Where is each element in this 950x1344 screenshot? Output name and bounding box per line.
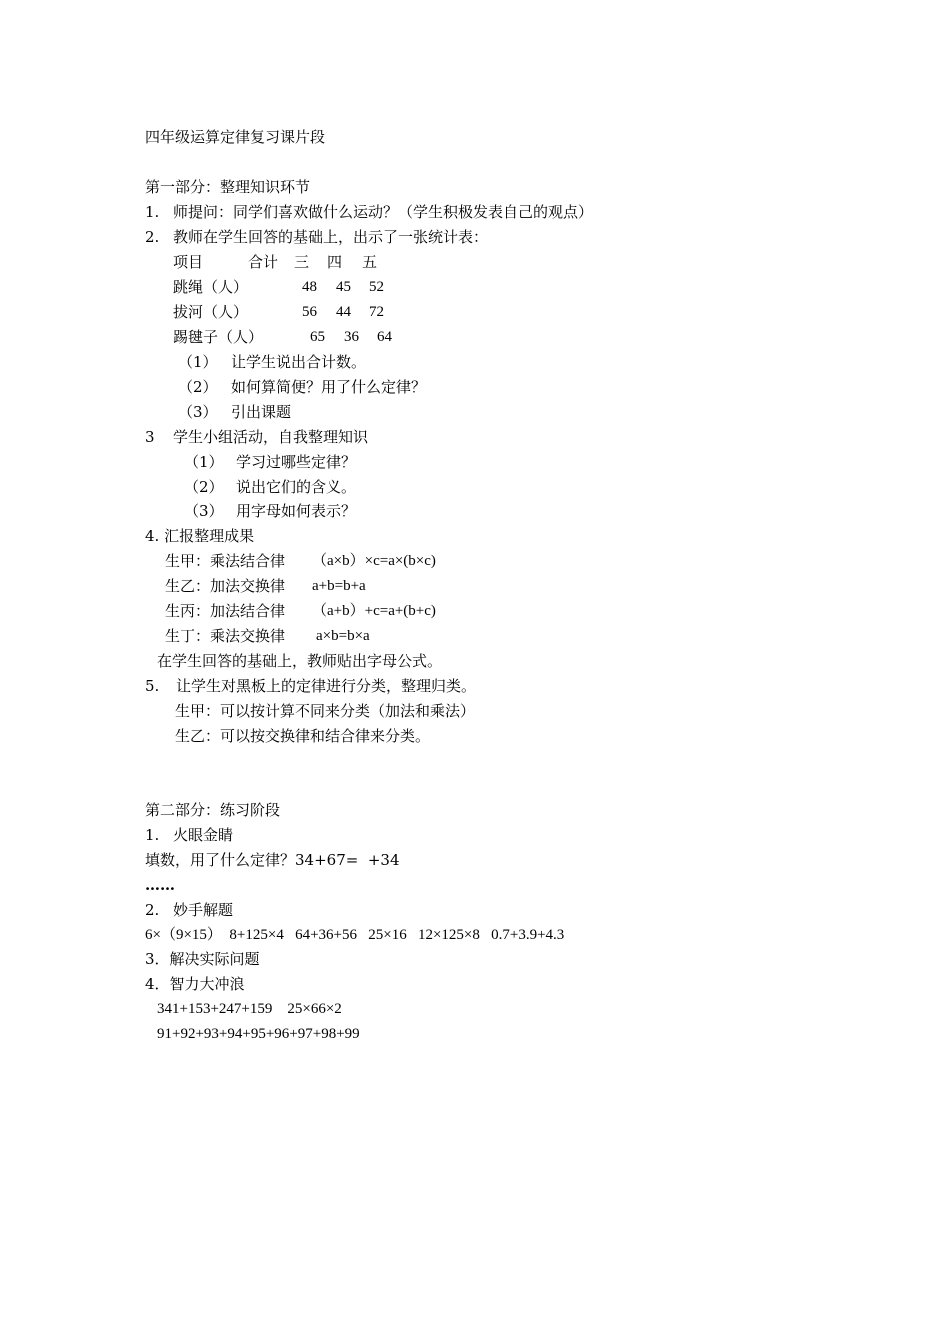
part1-item-3-number: 3	[145, 428, 155, 446]
subitem-text: 说出它们的含义。	[236, 478, 357, 496]
teacher-note: 在学生回答的基础上，教师贴出字母公式。	[157, 652, 443, 670]
table-header-grade-3: 三	[294, 253, 310, 271]
classification-answer: 生甲：可以按计算不同来分类（加法和乘法）	[175, 702, 476, 720]
table-cell: 65	[310, 329, 325, 345]
part1-item-5-number: 5.	[145, 677, 160, 695]
part1-heading: 第一部分：整理知识环节	[145, 178, 311, 196]
report-student: 生丙：加法结合律	[165, 602, 286, 620]
table-row-label: 踢毽子（人）	[173, 328, 264, 346]
table-cell: 36	[344, 329, 359, 345]
part2-item-3: 3．解决实际问题	[145, 950, 260, 968]
subitem-text: 学习过哪些定律？	[236, 453, 357, 471]
part2-item-2-text: 妙手解题	[173, 901, 234, 919]
part1-item-4: 4. 汇报整理成果	[145, 527, 255, 545]
report-formula: a×b=b×a	[316, 628, 370, 644]
challenge-exercise: 91+92+93+94+95+96+97+98+99	[157, 1026, 360, 1042]
subitem-text: 引出课题	[231, 403, 292, 421]
part2-item-2-number: 2.	[145, 901, 160, 919]
subitem-number: （2）	[178, 378, 218, 396]
table-header-grade-5: 五	[362, 253, 378, 271]
report-formula: （a+b）+c=a+(b+c)	[312, 603, 436, 619]
part2-item-4: 4．智力大冲浪	[145, 975, 245, 993]
table-cell: 64	[377, 329, 392, 345]
subitem-text: 用字母如何表示？	[236, 502, 357, 520]
table-header-grade-4: 四	[327, 253, 343, 271]
table-row-label: 拔河（人）	[173, 303, 249, 321]
report-formula: a+b=b+a	[312, 578, 366, 594]
part2-item-1-number: 1.	[145, 826, 160, 844]
table-cell: 44	[336, 304, 351, 320]
table-cell: 72	[369, 304, 384, 320]
ellipsis: ……	[145, 876, 175, 894]
part2-heading: 第二部分：练习阶段	[145, 801, 281, 819]
table-cell: 52	[369, 279, 384, 295]
table-row-label: 跳绳（人）	[173, 278, 249, 296]
subitem-number: （1）	[184, 453, 224, 471]
challenge-exercise: 341+153+247+159 25×66×2	[157, 1001, 342, 1017]
simplify-exercises: 6×（9×15） 8+125×4 64+36+56 25×16 12×125×8 0.7+3.9+4.3	[145, 927, 565, 943]
subitem-text: 让学生说出合计数。	[231, 353, 367, 371]
part1-item-1-text: 师提问：同学们喜欢做什么运动？（学生积极发表自己的观点）	[173, 203, 594, 221]
table-header-project: 项目	[173, 253, 204, 271]
table-cell: 48	[302, 279, 317, 295]
fill-in-exercise: 填数，用了什么定律？34+67= +34	[145, 851, 400, 869]
part1-item-3-text: 学生小组活动，自我整理知识	[173, 428, 369, 446]
document-title: 四年级运算定律复习课片段	[145, 128, 326, 146]
part2-item-1-text: 火眼金睛	[173, 826, 234, 844]
part1-item-5-text: 让学生对黑板上的定律进行分类，整理归类。	[176, 677, 477, 695]
table-header-total: 合计	[248, 253, 279, 271]
report-student: 生丁：乘法交换律	[165, 627, 286, 645]
subitem-number: （1）	[178, 353, 218, 371]
part1-item-2-text: 教师在学生回答的基础上，出示了一张统计表：	[173, 228, 489, 246]
subitem-number: （3）	[184, 502, 224, 520]
report-student: 生甲：乘法结合律	[165, 552, 286, 570]
report-formula: （a×b）×c=a×(b×c)	[312, 553, 436, 569]
subitem-text: 如何算简便？用了什么定律？	[231, 378, 427, 396]
classification-answer: 生乙：可以按交换律和结合律来分类。	[175, 727, 431, 745]
table-cell: 56	[302, 304, 317, 320]
subitem-number: （2）	[184, 478, 224, 496]
report-student: 生乙：加法交换律	[165, 577, 286, 595]
subitem-number: （3）	[178, 403, 218, 421]
part1-item-1-number: 1.	[145, 203, 160, 221]
table-cell: 45	[336, 279, 351, 295]
part1-item-2-number: 2.	[145, 228, 160, 246]
